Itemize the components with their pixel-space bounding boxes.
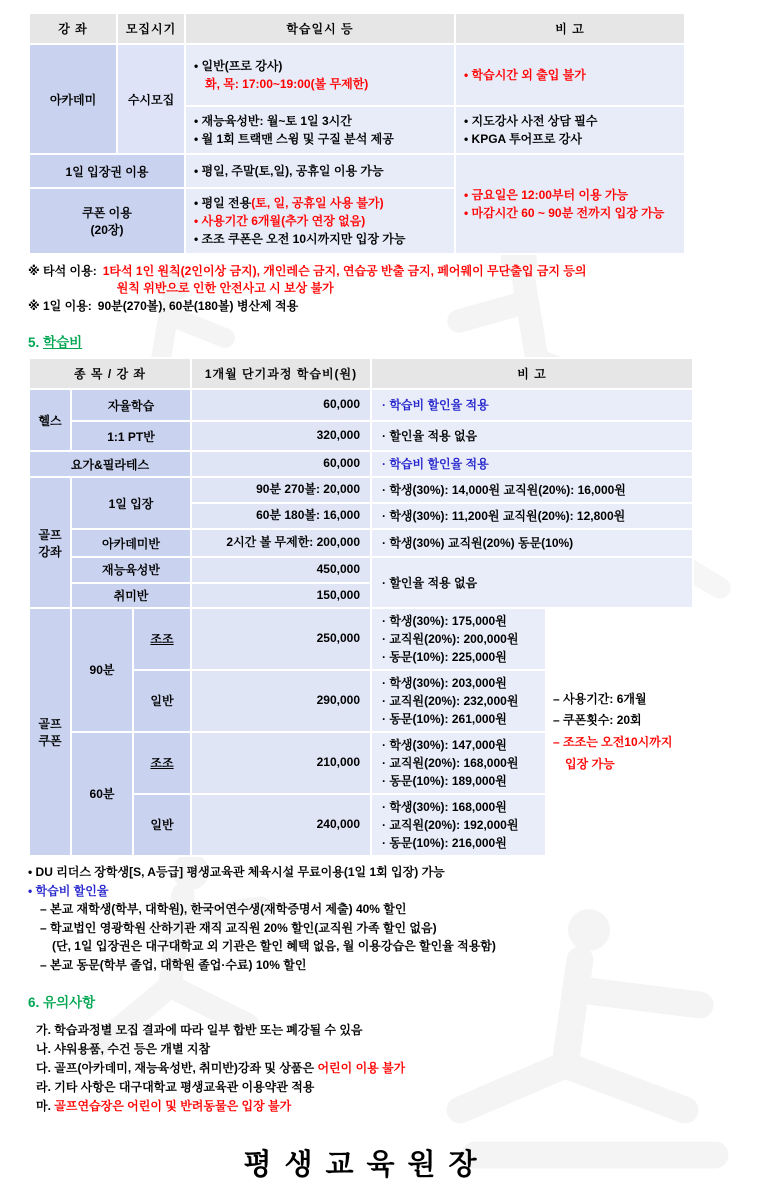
footnote-label: ※ 타석 이용: (28, 264, 97, 278)
col-header-fee: 1개월 단기과정 학습비(원) (191, 358, 371, 389)
col-header-course: 강 좌 (29, 13, 117, 44)
footnote-label: ※ 1일 이용: (28, 298, 92, 313)
cell-hobby-fee: 150,000 (191, 583, 371, 608)
cell-hobby-label: 취미반 (71, 583, 191, 608)
cell-pass-coupon-remark (455, 154, 685, 254)
footnote-daily-usage (28, 298, 692, 315)
cell-90-normal-fee: 290,000 (191, 670, 371, 732)
cell-pt-label: 1:1 PT반 (71, 421, 191, 451)
cell-talent-fee: 450,000 (191, 557, 371, 582)
cell-day60-note: · 학생(30%): 11,200원 교직원(20%): 12,800원 (371, 503, 693, 529)
cell-academy-general-remark (455, 44, 685, 106)
cell-golf-academy-label: 아카데미반 (71, 529, 191, 557)
schedule-line-red: 화, 목: 17:00~19:00(볼 무제한) (205, 77, 369, 91)
cell-health-label: 헬스 (29, 389, 71, 451)
row-yoga (29, 451, 693, 477)
cell-academy-talent-remark (455, 106, 685, 154)
cell-talent-label: 재능육성반 (71, 557, 191, 582)
cell-90-early-label: 조조 (133, 608, 191, 670)
cell-day60-fee: 60분 180볼: 16,000 (191, 503, 371, 529)
section5-title: 5. 학습비 (28, 335, 83, 351)
cell-60-early-fee: 210,000 (191, 732, 371, 794)
note-discount-staff: – 학교법인 영광학원 산하기관 재직 교직원 20% 할인(교직원 가족 할인 없음) (40, 920, 437, 935)
row-health-self (29, 389, 693, 421)
schedule-line: • 월 1회 트랙맨 스윙 및 구질 분석 제공 (194, 132, 394, 146)
cell-academy-general-schedule (185, 44, 455, 106)
cell-60-early-label: 조조 (133, 732, 191, 794)
note-discount-alumni: – 본교 동문(학부 졸업, 대학원 졸업·수료) 10% 할인 (40, 957, 307, 972)
footnote-seat-usage (28, 263, 692, 298)
row-health-pt (29, 421, 693, 451)
cell-self-study-note: · 학습비 할인율 적용 (371, 389, 693, 421)
schedule-line: • 평일 전용(토, 일, 공휴일 사용 불가) (194, 196, 384, 210)
signature-title: 평생교육원장 (243, 1147, 490, 1182)
caution-item: 마. 골프연습장은 어린이 및 반려동물은 입장 불가 (36, 1099, 292, 1114)
cell-daypass-schedule (185, 154, 455, 188)
schedule-line: • 평일, 주말(토,일), 공휴일 이용 가능 (194, 164, 384, 178)
cell-day-entry-label: 1일 입장 (71, 477, 191, 529)
note-discount-students: – 본교 재학생(학부, 대학원), 한국어연수생(재학증명서 제출) 40% 할인 (40, 902, 407, 917)
cell-60-normal-discounts: · 학생(30%): 168,000원 · 교직원(20%): 192,000원 · 동문(10%): 216,000원 (371, 794, 546, 856)
col-header-note: 비 고 (371, 358, 693, 389)
cell-60-normal-label: 일반 (133, 794, 191, 856)
cell-90min-label: 90분 (71, 608, 133, 732)
cell-90-early-discounts: · 학생(30%): 175,000원 · 교직원(20%): 200,000원 · 동문(10%): 225,000원 (371, 608, 546, 670)
note-discount-exception: (단, 1일 입장권은 대구대학교 외 기관은 할인 혜택 없음, 월 이용강습은 할인율 적용함) (52, 939, 496, 954)
section6-title: 6. 유의사항 (28, 994, 96, 1010)
footnote-body-red: 1타석 1인 원칙(2인이상 금지), 개인레슨 금지, 연습공 반출 금지, 페어웨이 무단출입 금지 등의 원칙 위반으로 인한 안전사고 시 보상 불가 (102, 264, 587, 296)
cell-self-study-fee: 60,000 (191, 389, 371, 421)
col-header-remarks: 비 고 (455, 13, 685, 44)
cell-talent-hobby-note: · 할인율 적용 없음 (371, 557, 693, 608)
cell-academy-talent-schedule (185, 106, 455, 154)
schedule-line-red: • 사용기간 6개월(추가 연장 없음) (194, 214, 366, 228)
note-discount-title: • 학습비 할인율 (28, 883, 109, 898)
cell-pt-fee: 320,000 (191, 421, 371, 451)
schedule-footnotes (28, 263, 692, 315)
cautions-list (28, 1021, 692, 1117)
cell-coupon-label (29, 188, 185, 254)
coupon-label-line: 쿠폰 이용 (82, 206, 132, 220)
cell-golf-academy-note: · 학생(30%) 교직원(20%) 동문(10%) (371, 529, 693, 557)
cell-90-early-fee: 250,000 (191, 608, 371, 670)
cell-coupon-side-notes: – 사용기간: 6개월 – 쿠폰횟수: 20회 – 조조는 오전10시까지 입장 가능 (546, 608, 693, 856)
cell-day90-note: · 학생(30%): 14,000원 교직원(20%): 16,000원 (371, 477, 693, 503)
caution-item: 가. 학습과정별 모집 결과에 따라 일부 합반 또는 폐강될 수 있음 (36, 1022, 363, 1037)
cell-coupon-schedule (185, 188, 455, 254)
cell-pt-note: · 할인율 적용 없음 (371, 421, 693, 451)
remark-line: • KPGA 투어프로 강사 (464, 132, 582, 146)
col-header-schedule: 학습일시 등 (185, 13, 455, 44)
cell-academy-label: 아카데미 (29, 44, 117, 154)
cell-60-early-discounts: · 학생(30%): 147,000원 · 교직원(20%): 168,000원 · 동문(10%): 189,000원 (371, 732, 546, 794)
remark-line-red: • 마감시간 60 ~ 90분 전까지 입장 가능 (464, 206, 665, 220)
course-schedule-table (28, 12, 686, 255)
cell-golf-coupon-label: 골프 쿠폰 (29, 608, 71, 856)
cell-yoga-label: 요가&필라테스 (29, 451, 191, 477)
fee-notes (28, 863, 692, 975)
table-header-row (29, 13, 685, 44)
cell-self-study-label: 자율학습 (71, 389, 191, 421)
fee-table (28, 357, 694, 857)
schedule-line: • 일반(프로 강사) (194, 59, 283, 73)
remark-line: • 지도강사 사전 상담 필수 (464, 114, 598, 128)
cell-60min-label: 60분 (71, 732, 133, 856)
note-du-leaders: • DU 리더스 장학생[S, A등급] 평생교육관 체육시설 무료이용(1일 1회 입장) 가능 (28, 864, 445, 879)
schedule-line: • 재능육성반: 월~토 1일 3시간 (194, 114, 352, 128)
cell-yoga-note: · 학습비 할인율 적용 (371, 451, 693, 477)
row-golf-academy (29, 529, 693, 557)
footnote-body: 90분(270볼), 60분(180볼) 병산제 적용 (97, 298, 299, 313)
cell-daypass-label: 1일 입장권 이용 (29, 154, 185, 188)
schedule-line: • 조조 쿠폰은 오전 10시까지만 입장 가능 (194, 232, 406, 246)
col-header-recruit-period: 모집시기 (117, 13, 185, 44)
table-row-daypass (29, 154, 685, 188)
cell-yoga-fee: 60,000 (191, 451, 371, 477)
table-row-academy-general (29, 44, 685, 106)
remark-line-red: • 학습시간 외 출입 불가 (464, 68, 586, 82)
caution-item: 나. 샤워용품, 수건 등은 개별 지참 (36, 1041, 211, 1056)
cell-golf-academy-fee: 2시간 볼 무제한: 200,000 (191, 529, 371, 557)
caution-item: 라. 기타 사항은 대구대학교 평생교육관 이용약관 적용 (36, 1080, 315, 1095)
fee-table-header-row (29, 358, 693, 389)
cell-recruit-anytime: 수시모집 (117, 44, 185, 154)
coupon-label-line: (20장) (90, 223, 124, 237)
row-coupon-90-early (29, 608, 693, 670)
cell-90-normal-discounts: · 학생(30%): 203,000원 · 교직원(20%): 232,000원 · 동문(10%): 261,000원 (371, 670, 546, 732)
row-golf-day90 (29, 477, 693, 503)
remark-line-red: • 금요일은 12:00부터 이용 가능 (464, 188, 629, 202)
cell-60-normal-fee: 240,000 (191, 794, 371, 856)
row-golf-talent (29, 557, 693, 582)
cell-90-normal-label: 일반 (133, 670, 191, 732)
cell-golf-course-label: 골프 강좌 (29, 477, 71, 608)
caution-item: 다. 골프(아카데미, 재능육성반, 취미반)강좌 및 상품은 어린이 이용 불가 (36, 1060, 406, 1075)
col-header-subject: 종 목 / 강 좌 (29, 358, 191, 389)
cell-day90-fee: 90분 270볼: 20,000 (191, 477, 371, 503)
